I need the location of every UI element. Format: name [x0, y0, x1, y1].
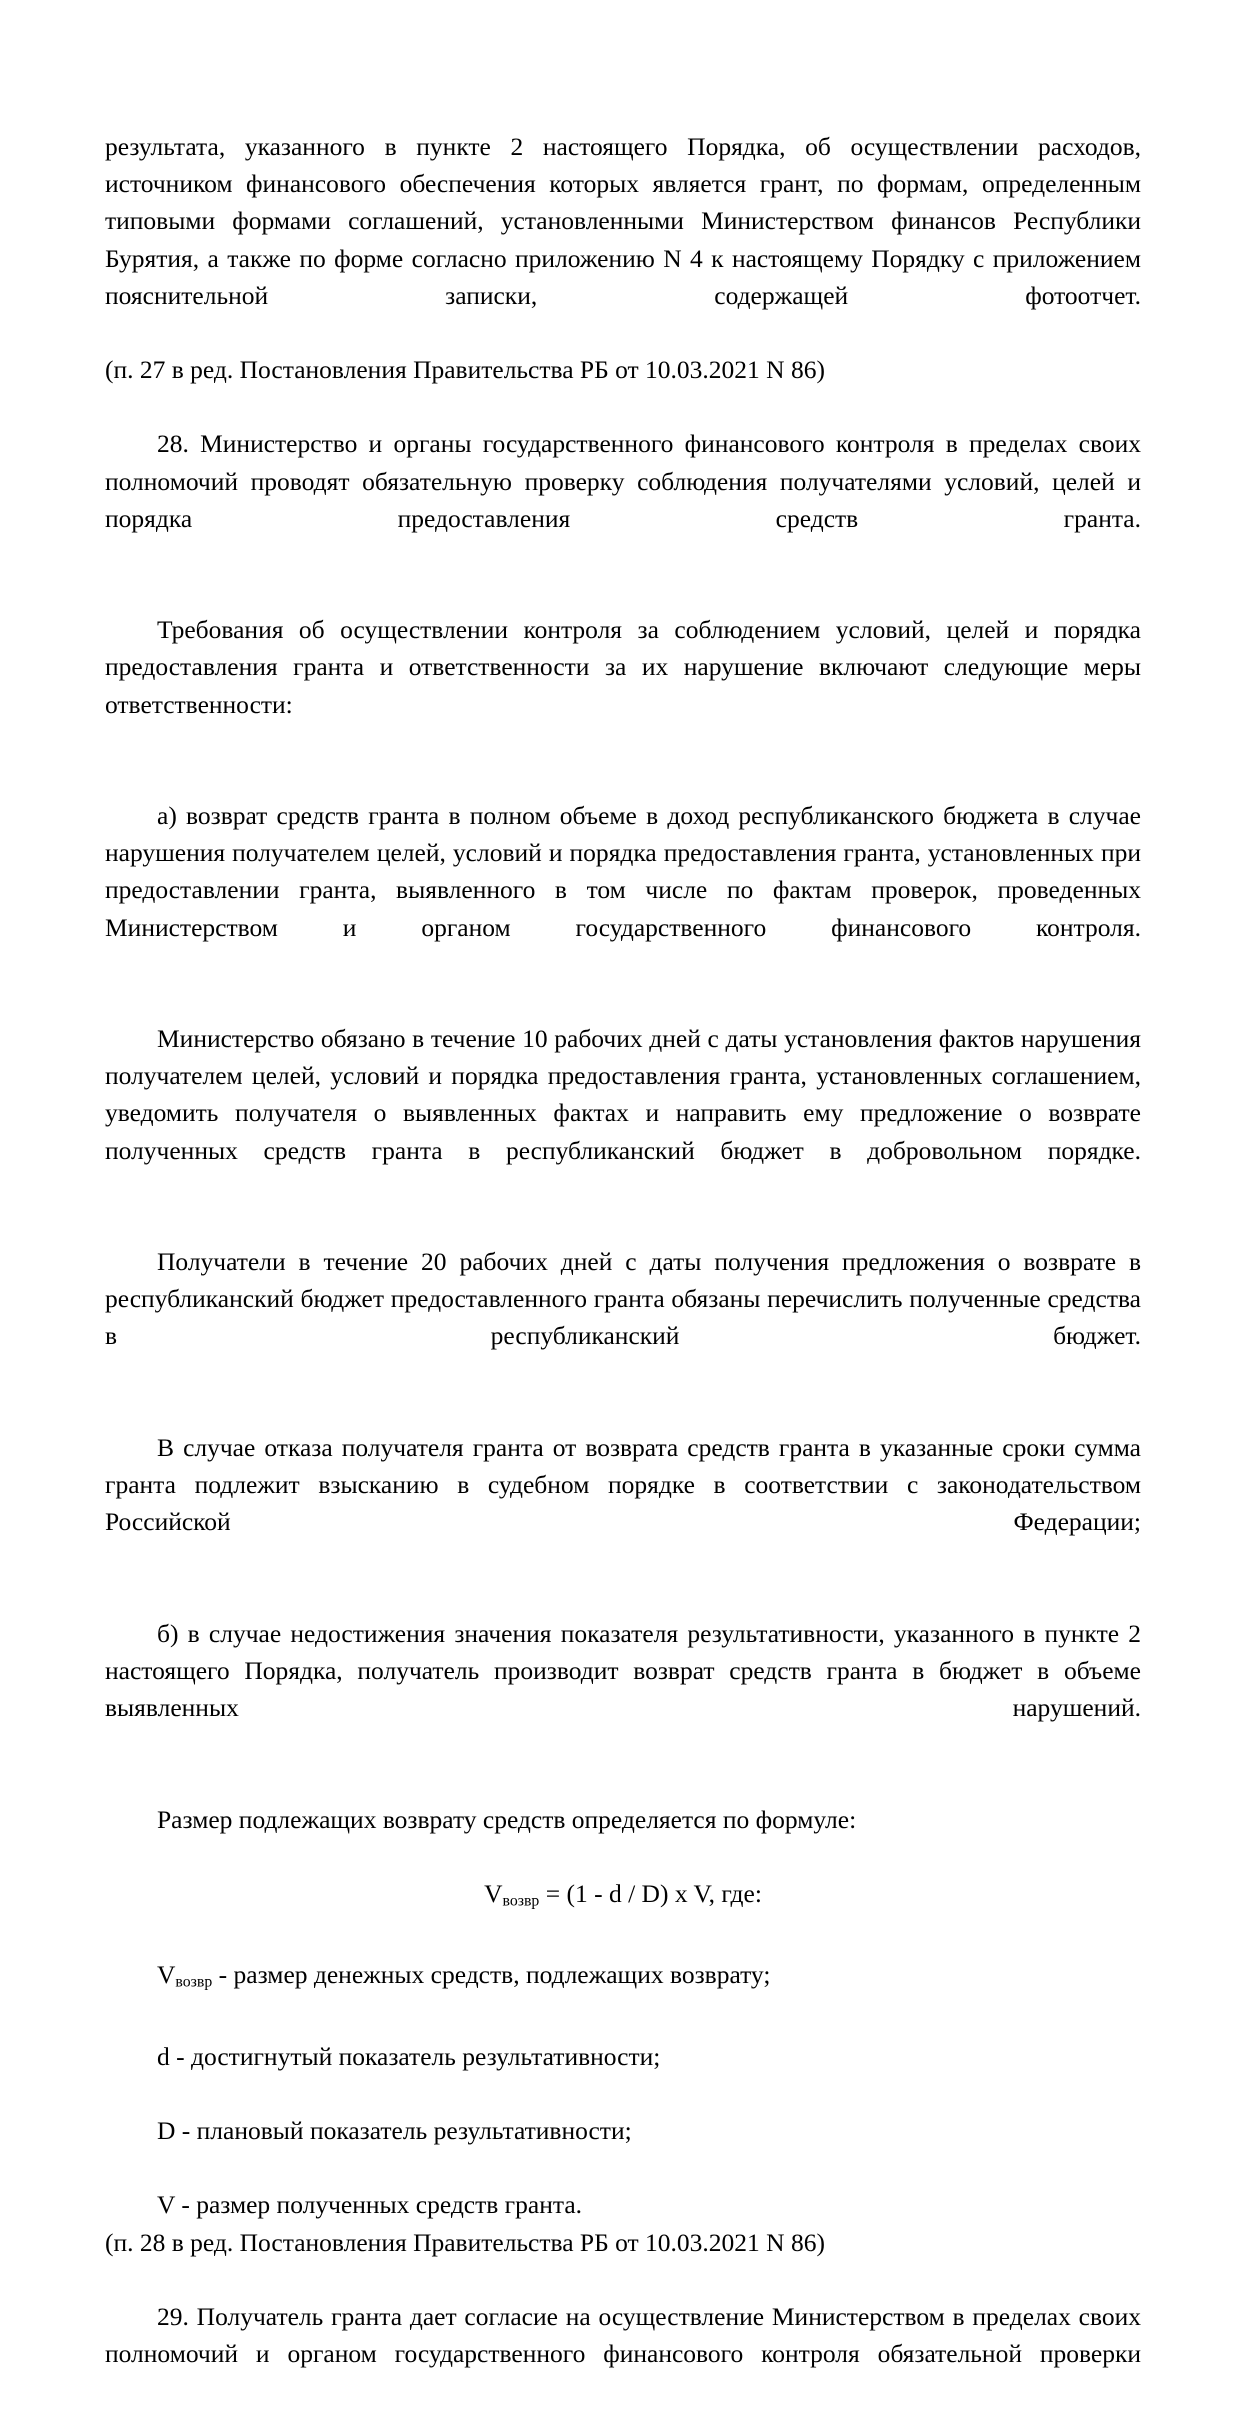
definition-variable: V [157, 1960, 176, 1990]
definition-subscript: возвр [175, 1973, 213, 1991]
definition-d-planned: D - плановый показатель результативности; [157, 2116, 632, 2146]
formula-return-amount [105, 1875, 1141, 1920]
paragraph-spacer [105, 1764, 1141, 1801]
formula-expression: = (1 - d / D) x V, где: [539, 1878, 762, 1908]
paragraph-27-continuation: результата, указанного в пункте 2 настоящего Порядка, об осуществлении расходов, источником финансового обеспечения которых является грант, по формам, определенным типовыми формами соглашений, установленными Министерством финансов Республики Бурятия, а также по форме согласно приложению N 4 к настоящему Порядку с приложением пояснительной записки, содержащей фотоотчет. [105, 132, 1141, 310]
document-text-block [105, 128, 1141, 2409]
definition-text: - размер денежных средств, подлежащих возврату; [212, 1960, 771, 1990]
paragraph-spacer [105, 983, 1141, 1020]
formula-variable: V [484, 1878, 503, 1908]
paragraph-spacer [105, 2001, 1141, 2038]
paragraph-29: 29. Получатель гранта дает согласие на осуществление Министерством в пределах своих полномочий и органом государственного финансового контроля обязательной проверки [105, 2301, 1141, 2369]
paragraph-formula-intro: Размер подлежащих возврату средств определяется по формуле: [157, 1804, 857, 1834]
paragraph-28: 28. Министерство и органы государственного финансового контроля в пределах своих полномочий проводят обязательную проверку соблюдения получателями условий, целей и порядка предоставления средств гранта. [105, 429, 1141, 533]
paragraph-spacer [105, 1206, 1141, 1243]
amendment-note-28: (п. 28 в ред. Постановления Правительства РБ от 10.03.2021 N 86) [105, 2227, 825, 2257]
paragraph-control-requirements: Требования об осуществлении контроля за соблюдением условий, целей и порядка предоставления гранта и ответственности за их нарушение включают следующие меры ответственности: [105, 615, 1141, 719]
paragraph-spacer [105, 760, 1141, 797]
paragraph-spacer [105, 1919, 1141, 1956]
definition-v-vozvr [105, 1956, 1141, 2001]
definition-d-achieved: d - достигнутый показатель результативности; [157, 2042, 661, 2072]
paragraph-spacer [105, 2075, 1141, 2112]
paragraph-refusal-to-return: В случае отказа получателя гранта от возврата средств гранта в указанные сроки сумма гранта подлежит взысканию в судебном порядке в соответствии с законодательством Российской Федерации; [105, 1432, 1141, 1537]
paragraph-spacer [105, 388, 1141, 425]
formula-subscript: возвр [502, 1892, 540, 1910]
paragraph-ministry-obligation: Министерство обязано в течение 10 рабочих дней с даты установления фактов нарушения получателем целей, условий и порядка предоставления гранта, установленных соглашением, уведомить получателя о выявленных фактах и направить ему предложение о возврате полученных средств гранта в республиканский бюджет в добровольном порядке. [105, 1024, 1141, 1165]
paragraph-spacer [105, 1578, 1141, 1615]
paragraph-spacer [105, 1392, 1141, 1429]
paragraph-recipients-20-days: Получатели в течение 20 рабочих дней с даты получения предложения о возврате в республиканский бюджет предоставленного гранта обязаны перечислить полученные средства в республиканский бюджет. [105, 1247, 1141, 1351]
paragraph-item-a: а) возврат средств гранта в полном объеме в доход республиканского бюджета в случае нарушения получателем целей, условий и порядка предоставления гранта, установленных при предоставлении гранта, выявленного в том числе по фактам проверок, проведенных Министерством и органом государственного финансового контроля. [105, 801, 1141, 942]
amendment-note-27: (п. 27 в ред. Постановления Правительства РБ от 10.03.2021 N 86) [105, 355, 825, 385]
paragraph-item-b: б) в случае недостижения значения показателя результативности, указанного в пункте 2 настоящего Порядка, получатель производит возврат средств гранта в бюджет в объеме выявленных нарушений. [105, 1618, 1141, 1723]
paragraph-spacer [105, 2149, 1141, 2186]
paragraph-spacer [105, 1838, 1141, 1875]
paragraph-spacer [105, 574, 1141, 611]
paragraph-spacer [105, 2261, 1141, 2298]
definition-v-received: V - размер полученных средств гранта. [157, 2190, 583, 2220]
